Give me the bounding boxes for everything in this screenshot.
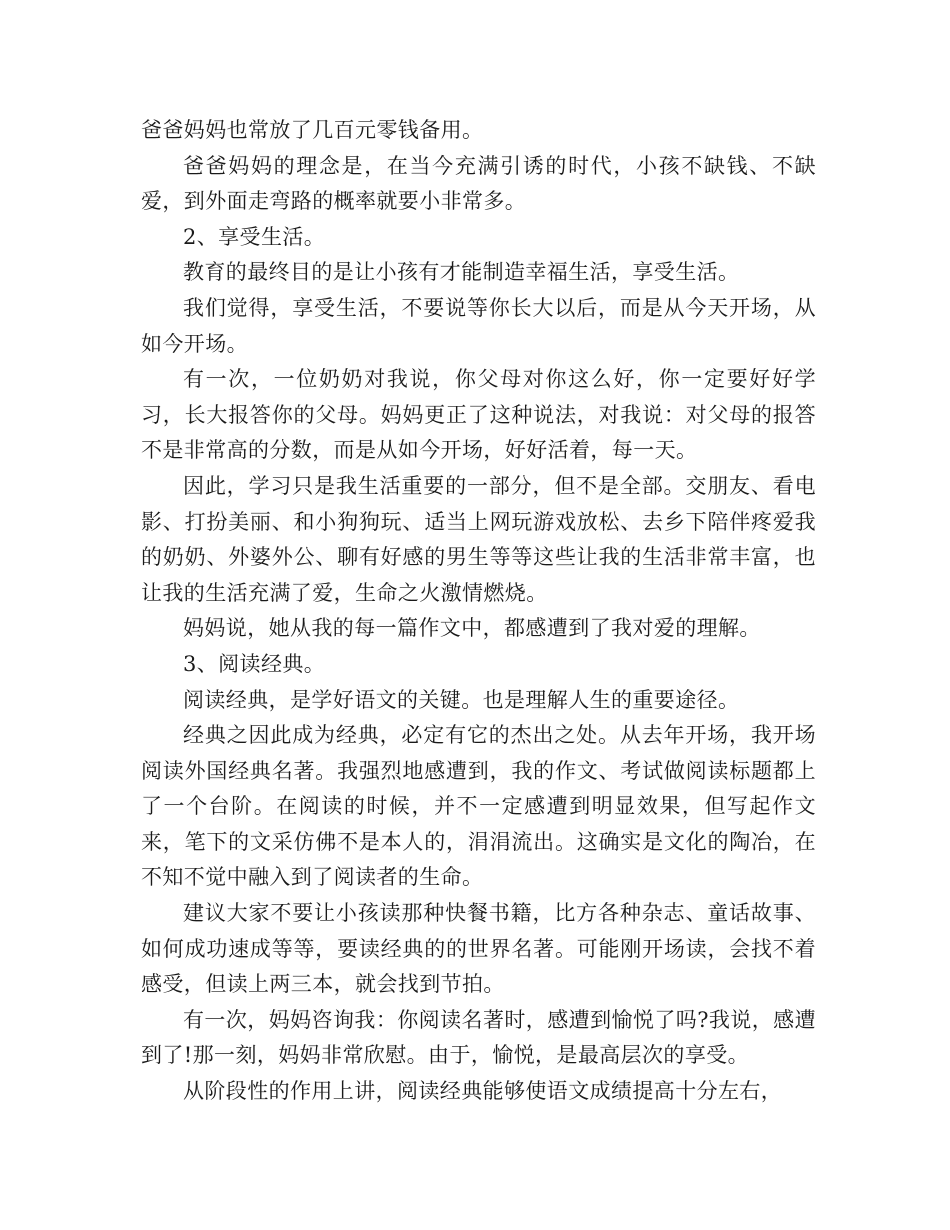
paragraph-1: 爸爸妈妈也常放了几百元零钱备用。: [141, 118, 484, 142]
paragraph-8: 妈妈说，她从我的每一篇作文中，都感遭到了我对爱的理解。: [183, 616, 761, 641]
paragraph-4: 教育的最终目的是让小孩有才能制造幸福生活，享受生活。: [183, 260, 740, 285]
paragraph-13: 有一次，妈妈咨询我：你阅读名著时，感遭到愉悦了吗?我说，感遭到了!那一刻，妈妈非常欣慰。由于，愉悦，是最高层次的享受。: [141, 1007, 816, 1068]
paragraph-10: 阅读经典，是学好语文的关键。也是理解人生的重要途径。: [183, 687, 740, 712]
paragraph-6: 有一次，一位奶奶对我说，你父母对你这么好，你一定要好好学习，长大报答你的父母。妈妈更正了这种说法，对我说：对父母的报答不是非常高的分数，而是从如今开场，好好活着，每一天。: [141, 367, 816, 463]
paragraph-2: 爸爸妈妈的理念是，在当今充满引诱的时代，小孩不缺钱、不缺爱，到外面走弯路的概率就要小非常多。: [141, 153, 816, 214]
section-heading-read-classics: 3、阅读经典。: [183, 651, 326, 676]
paragraph-14: 从阶段性的作用上讲，阅读经典能够使语文成绩提高十分左右，: [183, 1079, 783, 1104]
paragraph-7: 因此，学习只是我生活重要的一部分，但不是全部。交朋友、看电影、打扮美丽、和小狗狗玩、适当上网玩游戏放松、去乡下陪伴疼爱我的奶奶、外婆外公、聊有好感的男生等等这些让我的生活非常丰富，也让我的生活充满了爱，生命之火激情燃烧。: [141, 473, 816, 605]
document-body: [141, 113, 816, 1110]
paragraph-11: 经典之因此成为经典，必定有它的杰出之处。从去年开场，我开场阅读外国经典名著。我强烈地感遭到，我的作文、考试做阅读标题都上了一个台阶。在阅读的时候，并不一定感遭到明显效果，但写起作文来，笔下的文采仿佛不是本人的，涓涓流出。这确实是文化的陶冶，在不知不觉中融入到了阅读者的生命。: [141, 723, 816, 890]
paragraph-12: 建议大家不要让小孩读那种快餐书籍，比方各种杂志、童话故事、如何成功速成等等，要读经典的的世界名著。可能刚开场读，会找不着感受，但读上两三本，就会找到节拍。: [141, 901, 816, 997]
paragraph-5: 我们觉得，享受生活，不要说等你长大以后，而是从今天开场，从如今开场。: [141, 295, 816, 356]
section-heading-enjoy-life: 2、享受生活。: [183, 224, 326, 249]
